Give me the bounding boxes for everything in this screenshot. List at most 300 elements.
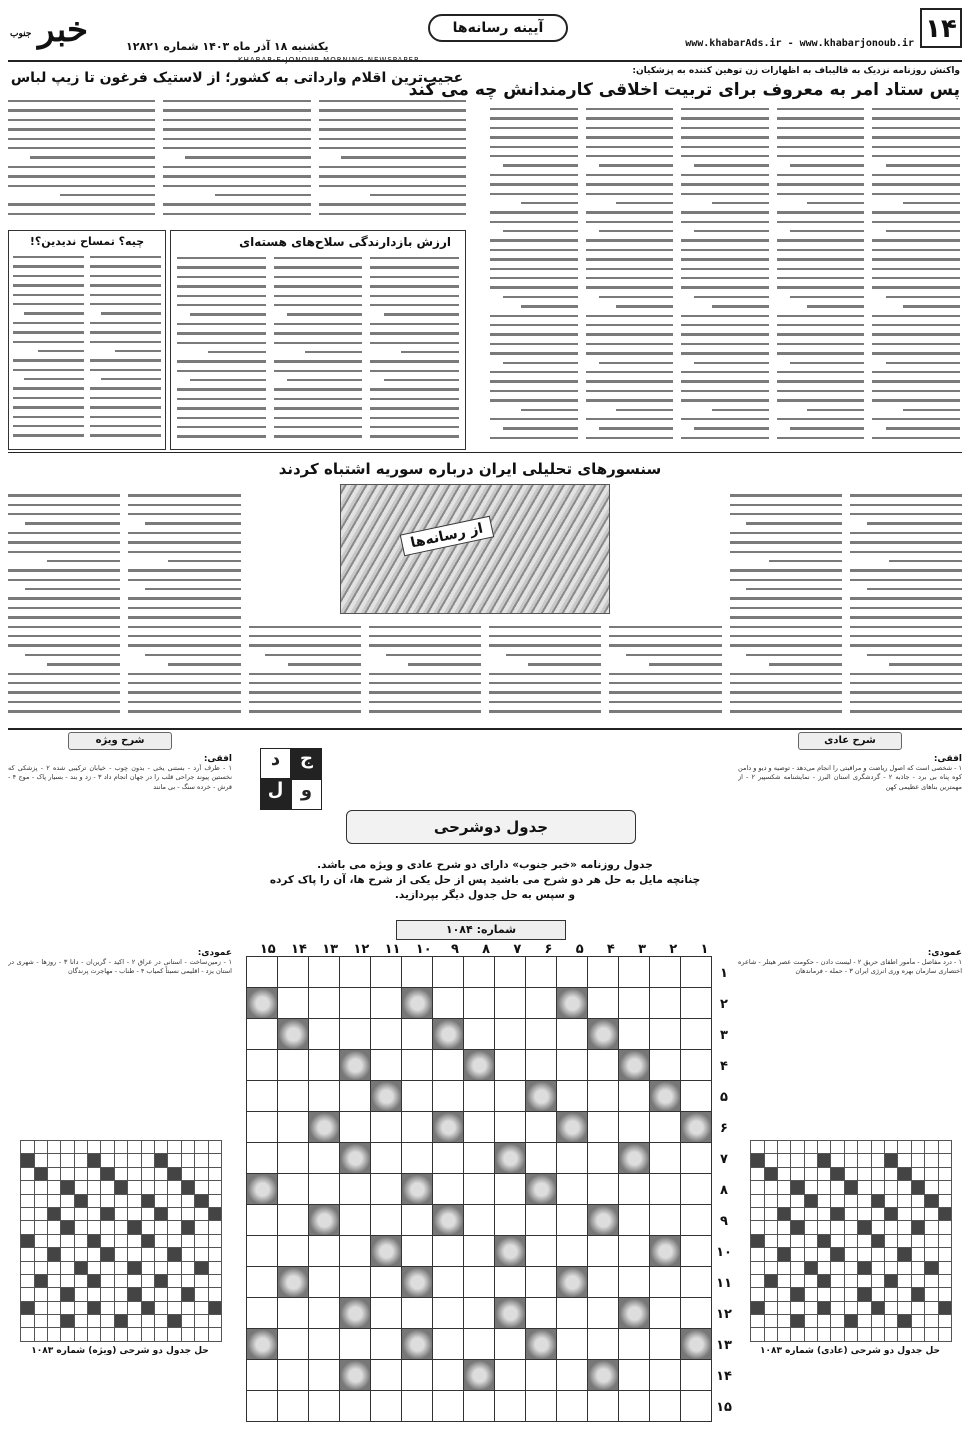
solution-cell[interactable] [764, 1301, 777, 1314]
solution-cell[interactable] [155, 1167, 168, 1180]
crossword-cell[interactable] [402, 1205, 433, 1236]
solution-cell[interactable] [61, 1261, 74, 1274]
crossword-cell[interactable] [278, 988, 309, 1019]
solution-cell[interactable] [155, 1288, 168, 1301]
solution-cell[interactable] [804, 1154, 817, 1167]
solution-cell[interactable] [195, 1154, 208, 1167]
solution-cell[interactable] [858, 1181, 871, 1194]
solution-cell[interactable] [88, 1167, 101, 1180]
crossword-cell[interactable] [464, 1391, 495, 1422]
solution-cell[interactable] [21, 1261, 34, 1274]
crossword-cell[interactable] [278, 1143, 309, 1174]
crossword-cell[interactable] [371, 1112, 402, 1143]
solution-cell[interactable] [871, 1328, 884, 1341]
crossword-cell[interactable] [433, 1050, 464, 1081]
solution-cell[interactable] [804, 1141, 817, 1154]
solution-cell[interactable] [168, 1261, 181, 1274]
crossword-cell[interactable] [650, 957, 681, 988]
solution-cell[interactable] [88, 1194, 101, 1207]
solution-cell[interactable] [141, 1248, 154, 1261]
crossword-cell[interactable] [650, 1360, 681, 1391]
crossword-cell[interactable] [433, 1329, 464, 1360]
crossword-cell[interactable] [526, 1050, 557, 1081]
crossword-cell[interactable] [557, 1329, 588, 1360]
solution-cell[interactable] [925, 1167, 938, 1180]
solution-cell[interactable] [208, 1274, 221, 1287]
crossword-cell[interactable] [247, 957, 278, 988]
solution-cell[interactable] [141, 1288, 154, 1301]
solution-cell[interactable] [47, 1288, 60, 1301]
solution-cell[interactable] [818, 1261, 831, 1274]
crossword-cell[interactable] [402, 1236, 433, 1267]
solution-cell[interactable] [938, 1274, 951, 1287]
solution-cell[interactable] [47, 1328, 60, 1341]
crossword-cell[interactable] [681, 1360, 712, 1391]
solution-cell[interactable] [181, 1194, 194, 1207]
solution-cell[interactable] [88, 1207, 101, 1220]
crossword-cell[interactable] [340, 1019, 371, 1050]
solution-cell[interactable] [844, 1328, 857, 1341]
solution-cell[interactable] [208, 1194, 221, 1207]
crossword-cell[interactable] [247, 1391, 278, 1422]
crossword-cell[interactable] [619, 1267, 650, 1298]
solution-cell[interactable] [114, 1141, 127, 1154]
crossword-cell[interactable] [681, 1081, 712, 1112]
crossword-cell[interactable] [371, 1391, 402, 1422]
crossword-cell[interactable] [402, 1112, 433, 1143]
solution-cell[interactable] [21, 1315, 34, 1328]
solution-cell[interactable] [764, 1194, 777, 1207]
solution-cell[interactable] [88, 1328, 101, 1341]
solution-cell[interactable] [101, 1261, 114, 1274]
solution-cell[interactable] [34, 1221, 47, 1234]
solution-cell[interactable] [764, 1154, 777, 1167]
solution-cell[interactable] [777, 1274, 790, 1287]
solution-cell[interactable] [925, 1301, 938, 1314]
crossword-cell[interactable] [433, 1360, 464, 1391]
solution-cell[interactable] [181, 1234, 194, 1247]
solution-cell[interactable] [181, 1154, 194, 1167]
solution-cell[interactable] [128, 1167, 141, 1180]
solution-cell[interactable] [181, 1274, 194, 1287]
crossword-cell[interactable] [619, 1205, 650, 1236]
solution-cell[interactable] [141, 1207, 154, 1220]
solution-cell[interactable] [791, 1328, 804, 1341]
solution-cell[interactable] [898, 1141, 911, 1154]
solution-cell[interactable] [898, 1328, 911, 1341]
solution-cell[interactable] [831, 1181, 844, 1194]
solution-cell[interactable] [831, 1274, 844, 1287]
crossword-cell[interactable] [247, 1267, 278, 1298]
crossword-cell[interactable] [588, 1267, 619, 1298]
crossword-cell[interactable] [650, 1298, 681, 1329]
crossword-cell[interactable] [650, 1267, 681, 1298]
crossword-cell[interactable] [247, 1205, 278, 1236]
solution-cell[interactable] [114, 1248, 127, 1261]
crossword-cell[interactable] [619, 1236, 650, 1267]
solution-cell[interactable] [168, 1328, 181, 1341]
crossword-cell[interactable] [526, 988, 557, 1019]
crossword-cell[interactable] [557, 1050, 588, 1081]
solution-cell[interactable] [114, 1194, 127, 1207]
solution-cell[interactable] [791, 1248, 804, 1261]
solution-cell[interactable] [831, 1221, 844, 1234]
special-tab[interactable]: شرح ویژه [68, 732, 172, 750]
solution-cell[interactable] [168, 1234, 181, 1247]
solution-cell[interactable] [938, 1248, 951, 1261]
crossword-cell[interactable] [278, 1329, 309, 1360]
solution-cell[interactable] [47, 1234, 60, 1247]
solution-cell[interactable] [764, 1328, 777, 1341]
solution-cell[interactable] [858, 1141, 871, 1154]
solution-cell[interactable] [777, 1221, 790, 1234]
solution-cell[interactable] [47, 1261, 60, 1274]
crossword-cell[interactable] [247, 1050, 278, 1081]
crossword-cell[interactable] [371, 1019, 402, 1050]
crossword-cell[interactable] [495, 1360, 526, 1391]
solution-cell[interactable] [831, 1194, 844, 1207]
solution-cell[interactable] [61, 1141, 74, 1154]
solution-cell[interactable] [764, 1221, 777, 1234]
crossword-cell[interactable] [557, 1236, 588, 1267]
crossword-cell[interactable] [278, 1205, 309, 1236]
solution-cell[interactable] [181, 1261, 194, 1274]
solution-cell[interactable] [938, 1288, 951, 1301]
solution-cell[interactable] [885, 1167, 898, 1180]
solution-cell[interactable] [844, 1141, 857, 1154]
solution-cell[interactable] [181, 1167, 194, 1180]
solution-cell[interactable] [871, 1154, 884, 1167]
solution-cell[interactable] [751, 1288, 764, 1301]
solution-cell[interactable] [751, 1248, 764, 1261]
solution-cell[interactable] [47, 1194, 60, 1207]
solution-cell[interactable] [751, 1207, 764, 1220]
crossword-cell[interactable] [309, 1236, 340, 1267]
solution-cell[interactable] [181, 1141, 194, 1154]
solution-cell[interactable] [61, 1194, 74, 1207]
crossword-cell[interactable] [495, 1174, 526, 1205]
solution-cell[interactable] [764, 1315, 777, 1328]
crossword-cell[interactable] [340, 1329, 371, 1360]
solution-cell[interactable] [818, 1194, 831, 1207]
crossword-cell[interactable] [526, 1236, 557, 1267]
solution-cell[interactable] [751, 1141, 764, 1154]
solution-cell[interactable] [195, 1221, 208, 1234]
solution-cell[interactable] [791, 1194, 804, 1207]
solution-cell[interactable] [114, 1167, 127, 1180]
solution-cell[interactable] [858, 1274, 871, 1287]
crossword-cell[interactable] [402, 1360, 433, 1391]
solution-cell[interactable] [858, 1315, 871, 1328]
solution-cell[interactable] [61, 1328, 74, 1341]
solution-cell[interactable] [128, 1234, 141, 1247]
solution-cell[interactable] [114, 1207, 127, 1220]
solution-cell[interactable] [871, 1261, 884, 1274]
solution-cell[interactable] [21, 1141, 34, 1154]
solution-cell[interactable] [844, 1221, 857, 1234]
solution-cell[interactable] [208, 1234, 221, 1247]
solution-cell[interactable] [208, 1154, 221, 1167]
crossword-cell[interactable] [588, 1143, 619, 1174]
crossword-cell[interactable] [495, 1329, 526, 1360]
crossword-cell[interactable] [557, 1391, 588, 1422]
solution-cell[interactable] [208, 1288, 221, 1301]
solution-cell[interactable] [61, 1154, 74, 1167]
crossword-cell[interactable] [681, 1205, 712, 1236]
solution-cell[interactable] [74, 1315, 87, 1328]
solution-cell[interactable] [831, 1261, 844, 1274]
crossword-cell[interactable] [619, 1019, 650, 1050]
crossword-cell[interactable] [557, 1174, 588, 1205]
solution-cell[interactable] [844, 1194, 857, 1207]
solution-cell[interactable] [844, 1167, 857, 1180]
crossword-cell[interactable] [557, 1143, 588, 1174]
crossword-cell[interactable] [557, 1298, 588, 1329]
solution-cell[interactable] [818, 1328, 831, 1341]
crossword-cell[interactable] [650, 1174, 681, 1205]
solution-cell[interactable] [114, 1154, 127, 1167]
solution-cell[interactable] [195, 1207, 208, 1220]
solution-cell[interactable] [21, 1194, 34, 1207]
solution-cell[interactable] [168, 1288, 181, 1301]
solution-cell[interactable] [885, 1288, 898, 1301]
solution-cell[interactable] [777, 1288, 790, 1301]
solution-cell[interactable] [858, 1248, 871, 1261]
crossword-cell[interactable] [247, 1112, 278, 1143]
solution-cell[interactable] [885, 1248, 898, 1261]
crossword-cell[interactable] [526, 1391, 557, 1422]
solution-cell[interactable] [74, 1167, 87, 1180]
crossword-cell[interactable] [278, 1391, 309, 1422]
solution-cell[interactable] [764, 1181, 777, 1194]
solution-cell[interactable] [195, 1315, 208, 1328]
solution-cell[interactable] [101, 1194, 114, 1207]
solution-cell[interactable] [155, 1248, 168, 1261]
solution-cell[interactable] [898, 1234, 911, 1247]
solution-cell[interactable] [898, 1274, 911, 1287]
crossword-cell[interactable] [681, 1267, 712, 1298]
crossword-cell[interactable] [371, 1298, 402, 1329]
crossword-cell[interactable] [371, 1329, 402, 1360]
solution-cell[interactable] [804, 1181, 817, 1194]
solution-cell[interactable] [804, 1207, 817, 1220]
crossword-cell[interactable] [433, 988, 464, 1019]
crossword-cell[interactable] [402, 1050, 433, 1081]
solution-cell[interactable] [751, 1194, 764, 1207]
crossword-cell[interactable] [340, 1174, 371, 1205]
solution-cell[interactable] [764, 1288, 777, 1301]
solution-cell[interactable] [47, 1315, 60, 1328]
crossword-cell[interactable] [526, 1267, 557, 1298]
crossword-cell[interactable] [495, 1267, 526, 1298]
crossword-cell[interactable] [309, 1267, 340, 1298]
crossword-cell[interactable] [340, 1112, 371, 1143]
crossword-cell[interactable] [371, 957, 402, 988]
solution-cell[interactable] [47, 1141, 60, 1154]
crossword-cell[interactable] [340, 988, 371, 1019]
solution-cell[interactable] [47, 1167, 60, 1180]
solution-cell[interactable] [898, 1288, 911, 1301]
solution-cell[interactable] [818, 1141, 831, 1154]
solution-cell[interactable] [911, 1154, 924, 1167]
solution-cell[interactable] [34, 1288, 47, 1301]
solution-cell[interactable] [195, 1167, 208, 1180]
crossword-cell[interactable] [588, 1112, 619, 1143]
crossword-cell[interactable] [464, 1236, 495, 1267]
crossword-cell[interactable] [371, 1360, 402, 1391]
solution-cell[interactable] [21, 1248, 34, 1261]
crossword-cell[interactable] [619, 1360, 650, 1391]
crossword-cell[interactable] [495, 1019, 526, 1050]
crossword-cell[interactable] [402, 1298, 433, 1329]
crossword-cell[interactable] [309, 1360, 340, 1391]
solution-cell[interactable] [818, 1288, 831, 1301]
solution-cell[interactable] [74, 1274, 87, 1287]
solution-cell[interactable] [181, 1248, 194, 1261]
crossword-cell[interactable] [464, 957, 495, 988]
crossword-cell[interactable] [526, 1360, 557, 1391]
solution-cell[interactable] [911, 1248, 924, 1261]
solution-cell[interactable] [88, 1248, 101, 1261]
crossword-cell[interactable] [526, 1019, 557, 1050]
solution-cell[interactable] [128, 1207, 141, 1220]
solution-cell[interactable] [925, 1207, 938, 1220]
solution-cell[interactable] [61, 1167, 74, 1180]
crossword-cell[interactable] [650, 1205, 681, 1236]
solution-cell[interactable] [101, 1221, 114, 1234]
solution-cell[interactable] [777, 1301, 790, 1314]
solution-cell[interactable] [777, 1261, 790, 1274]
solution-cell[interactable] [777, 1328, 790, 1341]
crossword-cell[interactable] [464, 1143, 495, 1174]
solution-cell[interactable] [831, 1301, 844, 1314]
crossword-cell[interactable] [588, 1174, 619, 1205]
solution-cell[interactable] [925, 1248, 938, 1261]
crossword-cell[interactable] [278, 1360, 309, 1391]
solution-cell[interactable] [168, 1154, 181, 1167]
crossword-cell[interactable] [650, 988, 681, 1019]
solution-cell[interactable] [21, 1288, 34, 1301]
solution-cell[interactable] [871, 1207, 884, 1220]
solution-cell[interactable] [871, 1221, 884, 1234]
solution-cell[interactable] [208, 1167, 221, 1180]
solution-cell[interactable] [898, 1194, 911, 1207]
crossword-cell[interactable] [526, 957, 557, 988]
solution-cell[interactable] [128, 1154, 141, 1167]
solution-cell[interactable] [898, 1221, 911, 1234]
solution-cell[interactable] [911, 1328, 924, 1341]
solution-cell[interactable] [858, 1328, 871, 1341]
solution-cell[interactable] [858, 1154, 871, 1167]
solution-cell[interactable] [208, 1315, 221, 1328]
solution-cell[interactable] [911, 1261, 924, 1274]
crossword-cell[interactable] [681, 1236, 712, 1267]
solution-cell[interactable] [88, 1288, 101, 1301]
solution-cell[interactable] [898, 1301, 911, 1314]
crossword-cell[interactable] [247, 1298, 278, 1329]
solution-cell[interactable] [938, 1221, 951, 1234]
solution-cell[interactable] [195, 1248, 208, 1261]
crossword-cell[interactable] [588, 957, 619, 988]
solution-cell[interactable] [844, 1301, 857, 1314]
solution-cell[interactable] [938, 1315, 951, 1328]
solution-cell[interactable] [751, 1315, 764, 1328]
crossword-cell[interactable] [526, 1112, 557, 1143]
crossword-cell[interactable] [650, 1329, 681, 1360]
solution-cell[interactable] [791, 1207, 804, 1220]
solution-cell[interactable] [885, 1141, 898, 1154]
crossword-cell[interactable] [402, 1391, 433, 1422]
solution-cell[interactable] [898, 1207, 911, 1220]
solution-cell[interactable] [818, 1248, 831, 1261]
crossword-cell[interactable] [371, 1174, 402, 1205]
crossword-cell[interactable] [650, 1112, 681, 1143]
solution-cell[interactable] [47, 1274, 60, 1287]
solution-cell[interactable] [791, 1301, 804, 1314]
solution-cell[interactable] [208, 1141, 221, 1154]
solution-cell[interactable] [764, 1261, 777, 1274]
solution-cell[interactable] [938, 1141, 951, 1154]
crossword-cell[interactable] [557, 1019, 588, 1050]
solution-cell[interactable] [155, 1181, 168, 1194]
solution-cell[interactable] [911, 1141, 924, 1154]
solution-cell[interactable] [168, 1181, 181, 1194]
crossword-cell[interactable] [247, 1019, 278, 1050]
solution-cell[interactable] [74, 1234, 87, 1247]
solution-cell[interactable] [777, 1141, 790, 1154]
crossword-cell[interactable] [619, 1329, 650, 1360]
solution-cell[interactable] [34, 1194, 47, 1207]
crossword-cell[interactable] [433, 1391, 464, 1422]
solution-cell[interactable] [74, 1154, 87, 1167]
crossword-cell[interactable] [464, 1267, 495, 1298]
solution-cell[interactable] [938, 1154, 951, 1167]
solution-cell[interactable] [141, 1328, 154, 1341]
solution-cell[interactable] [804, 1221, 817, 1234]
crossword-cell[interactable] [309, 1050, 340, 1081]
crossword-cell[interactable] [526, 1143, 557, 1174]
solution-cell[interactable] [101, 1141, 114, 1154]
crossword-cell[interactable] [650, 1143, 681, 1174]
crossword-cell[interactable] [309, 988, 340, 1019]
crossword-cell[interactable] [464, 1112, 495, 1143]
solution-cell[interactable] [88, 1221, 101, 1234]
solution-cell[interactable] [155, 1221, 168, 1234]
crossword-cell[interactable] [278, 1050, 309, 1081]
crossword-cell[interactable] [681, 988, 712, 1019]
crossword-cell[interactable] [433, 1174, 464, 1205]
solution-cell[interactable] [777, 1167, 790, 1180]
solution-cell[interactable] [925, 1154, 938, 1167]
crossword-cell[interactable] [588, 1236, 619, 1267]
crossword-cell[interactable] [402, 957, 433, 988]
crossword-cell[interactable] [278, 1081, 309, 1112]
solution-cell[interactable] [208, 1181, 221, 1194]
solution-cell[interactable] [911, 1274, 924, 1287]
solution-cell[interactable] [88, 1141, 101, 1154]
solution-cell[interactable] [47, 1221, 60, 1234]
solution-cell[interactable] [777, 1194, 790, 1207]
crossword-cell[interactable] [309, 1329, 340, 1360]
solution-cell[interactable] [155, 1301, 168, 1314]
solution-cell[interactable] [34, 1154, 47, 1167]
solution-cell[interactable] [74, 1141, 87, 1154]
solution-cell[interactable] [21, 1207, 34, 1220]
solution-cell[interactable] [128, 1274, 141, 1287]
solution-cell[interactable] [804, 1288, 817, 1301]
solution-cell[interactable] [804, 1315, 817, 1328]
solution-cell[interactable] [208, 1221, 221, 1234]
